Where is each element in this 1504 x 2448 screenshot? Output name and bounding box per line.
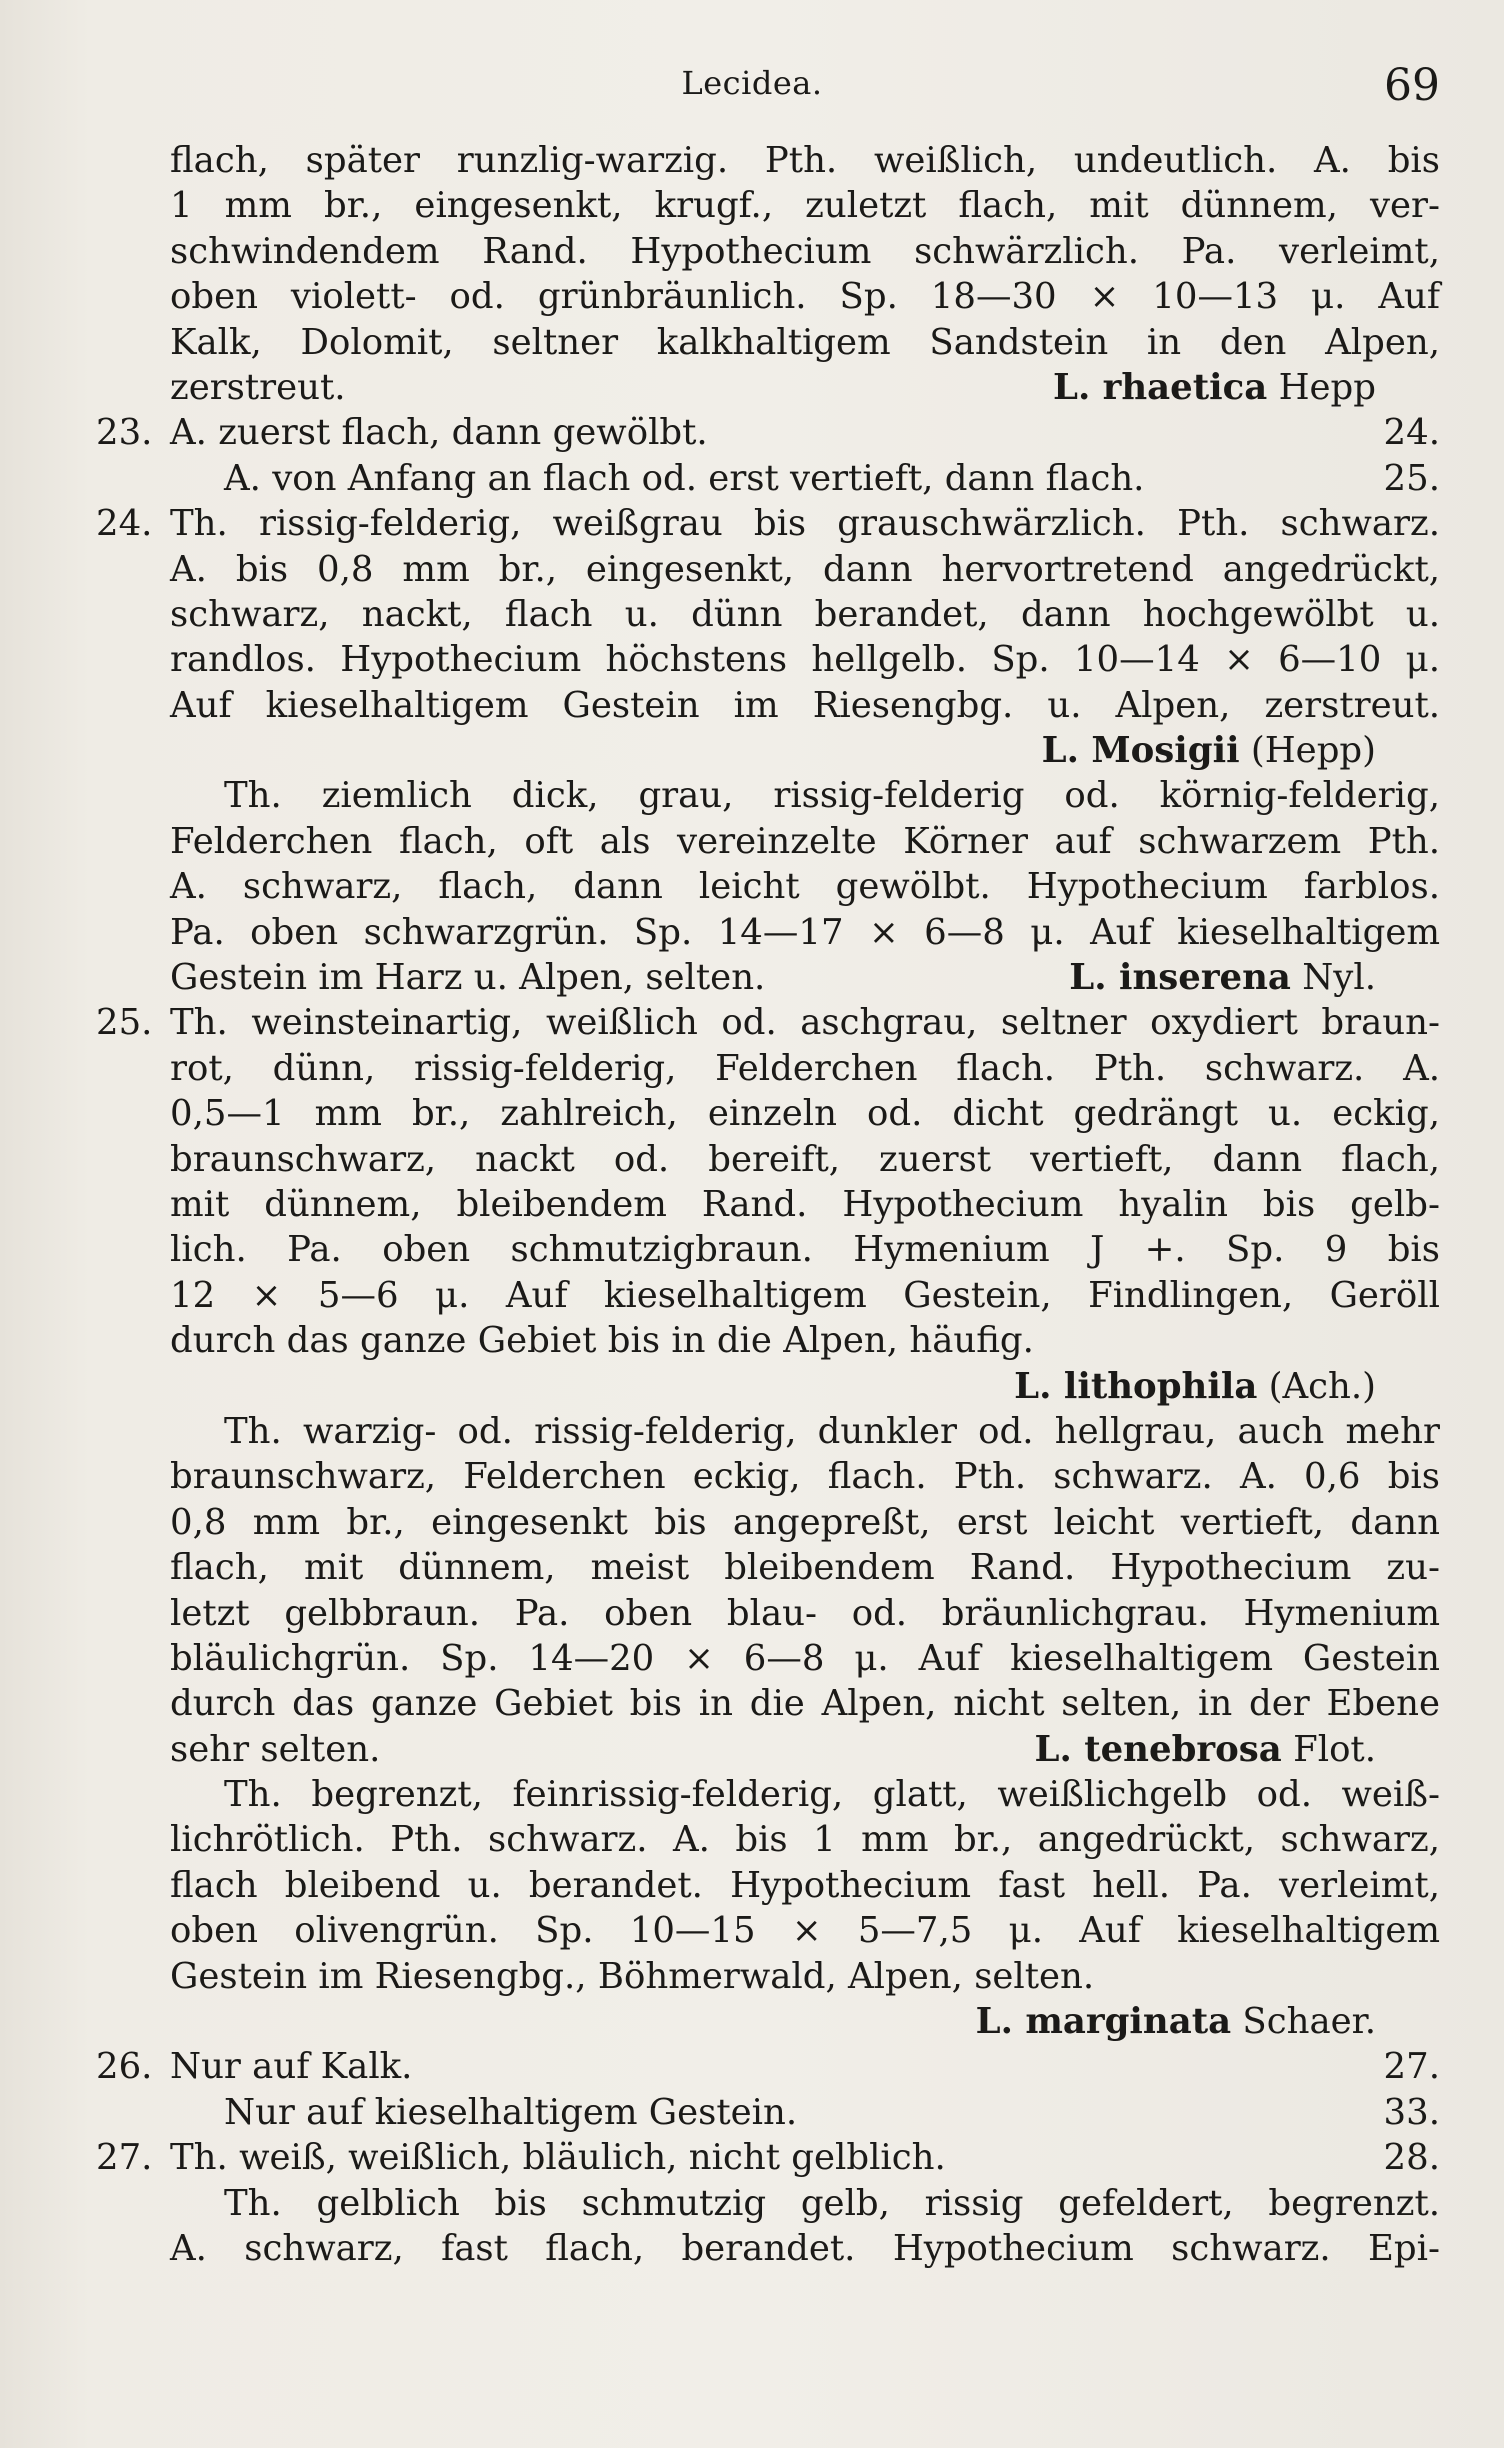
text-line (96, 1954, 1446, 1999)
line-text: A. schwarz, flach, dann leicht gewölbt. Hypothecium farblos. (170, 866, 1440, 908)
text-line (96, 1454, 1446, 1499)
line-text: zerstreut. (170, 366, 346, 408)
line-text: A. schwarz, fast flach, berandet. Hypothecium schwarz. Epi- (170, 2227, 1440, 2269)
line-text: Gestein im Riesengbg., Böhmerwald, Alpen, selten. (170, 1955, 1095, 1997)
text-line (96, 1273, 1446, 1318)
text-line (96, 1500, 1446, 1545)
text-line (96, 683, 1446, 728)
text-line (96, 819, 1446, 864)
line-text: rot, dünn, rissig-felderig, Felderchen flach. Pth. schwarz. A. (170, 1047, 1440, 1089)
line-text: 0,5—1 mm br., zahlreich, einzeln od. dicht gedrängt u. eckig, (170, 1093, 1440, 1135)
line-text: randlos. Hypothecium höchstens hellgelb. Sp. 10—14 × 6—10 μ. (170, 639, 1440, 681)
text-line (96, 1681, 1446, 1726)
line-text: bläulichgrün. Sp. 14—20 × 6—8 μ. Auf kieselhaltigem Gestein (170, 1637, 1440, 1679)
key-couplet-line (96, 501, 1446, 546)
text-line (96, 1591, 1446, 1636)
line-text: mit dünnem, bleibendem Rand. Hypothecium hyalin bis gelb- (170, 1183, 1440, 1225)
key-couplet-line (96, 456, 1446, 501)
line-text: Th. ziemlich dick, grau, rissig-felderig od. körnig-felderig, (224, 775, 1440, 817)
line-text: A. bis 0,8 mm br., eingesenkt, dann hervortretend angedrückt, (170, 548, 1440, 590)
text-line (96, 1636, 1446, 1681)
line-text: Th. gelblich bis schmutzig gelb, rissig gefeldert, begrenzt. (224, 2182, 1440, 2224)
text-line (96, 1137, 1446, 1182)
text-line (96, 864, 1446, 909)
key-couplet-line (96, 2135, 1446, 2180)
species-name (1042, 728, 1376, 773)
line-text: 0,8 mm br., eingesenkt bis angepreßt, erst leicht vertieft, dann (170, 1501, 1440, 1543)
species-name (1053, 365, 1376, 410)
species-author: (Ach.) (1268, 1365, 1376, 1407)
key-couplet-line (96, 1000, 1446, 1045)
line-text: Gestein im Harz u. Alpen, selten. (170, 957, 766, 999)
line-text: lichrötlich. Pth. schwarz. A. bis 1 mm br., angedrückt, schwarz, (170, 1819, 1440, 1861)
text-line (96, 1908, 1446, 1953)
species-binomial: L. Mosigii (1041, 730, 1240, 772)
line-text: Th. weiß, weißlich, bläulich, nicht gelblich. (170, 2137, 946, 2179)
lead-reference: 27. (1383, 2046, 1440, 2088)
species-author: Nyl. (1302, 957, 1376, 999)
line-text: letzt gelbbraun. Pa. oben blau- od. bräunlichgrau. Hymenium (170, 1592, 1440, 1634)
species-author: (Hepp) (1250, 730, 1376, 772)
line-text: Pa. oben schwarzgrün. Sp. 14—17 × 6—8 μ. Auf kieselhaltigem (170, 911, 1440, 953)
running-head (0, 60, 1504, 120)
text-line (96, 1545, 1446, 1590)
couplet-number: 25. (96, 1002, 153, 1044)
text-line (96, 1091, 1446, 1136)
species-name (1014, 1364, 1376, 1409)
couplet-number: 23. (96, 412, 153, 454)
line-text: flach bleibend u. berandet. Hypothecium fast hell. Pa. verleimt, (170, 1864, 1440, 1906)
species-binomial: L. rhaetica (1052, 366, 1268, 408)
text-line (96, 773, 1446, 818)
page-number: 69 (1384, 60, 1440, 111)
text-line (96, 1772, 1446, 1817)
running-title: Lecidea. (681, 64, 823, 102)
text-line (96, 2226, 1446, 2271)
line-text: schwarz, nackt, flach u. dünn berandet, dann hochgewölbt u. (170, 593, 1440, 635)
line-text: 12 × 5—6 μ. Auf kieselhaltigem Gestein, Findlingen, Geröll (170, 1274, 1440, 1316)
line-text: Felderchen flach, oft als vereinzelte Körner auf schwarzem Pth. (170, 820, 1440, 862)
species-binomial: L. lithophila (1014, 1365, 1258, 1407)
key-text-body (96, 138, 1446, 2271)
species-author: Hepp (1278, 366, 1376, 408)
line-text: braunschwarz, nackt od. bereift, zuerst vertieft, dann flach, (170, 1138, 1440, 1180)
lead-reference: 24. (1383, 412, 1440, 454)
text-line (96, 1409, 1446, 1454)
line-text: Nur auf kieselhaltigem Gestein. (224, 2091, 798, 2133)
line-text: Th. rissig-felderig, weißgrau bis grauschwärzlich. Pth. schwarz. (170, 503, 1440, 545)
text-line (96, 1999, 1446, 2044)
couplet-number: 24. (96, 503, 153, 545)
text-line (96, 547, 1446, 592)
line-text: braunschwarz, Felderchen eckig, flach. Pth. schwarz. A. 0,6 bis (170, 1456, 1440, 1498)
couplet-number: 27. (96, 2137, 153, 2179)
text-line (96, 183, 1446, 228)
text-line (96, 1046, 1446, 1091)
line-text: sehr selten. (170, 1728, 381, 1770)
text-line (96, 1227, 1446, 1272)
species-name (1069, 955, 1376, 1000)
line-text: durch das ganze Gebiet bis in die Alpen, nicht selten, in der Ebene (170, 1683, 1440, 1725)
text-line (96, 592, 1446, 637)
species-name (1035, 1727, 1376, 1772)
line-text: 1 mm br., eingesenkt, krugf., zuletzt flach, mit dünnem, ver- (170, 185, 1440, 227)
line-text: oben violett- od. grünbräunlich. Sp. 18—30 × 10—13 μ. Auf (170, 276, 1440, 318)
lead-reference: 25. (1383, 457, 1440, 499)
text-line (96, 1817, 1446, 1862)
species-binomial: L. tenebrosa (1034, 1728, 1282, 1770)
key-couplet-line (96, 2044, 1446, 2089)
text-line (96, 637, 1446, 682)
species-binomial: L. inserena (1069, 957, 1291, 999)
text-line (96, 320, 1446, 365)
text-line (96, 1364, 1446, 1409)
text-line (96, 274, 1446, 319)
line-text: lich. Pa. oben schmutzigbraun. Hymenium J +. Sp. 9 bis (170, 1229, 1440, 1271)
text-line (96, 365, 1446, 410)
text-line (96, 138, 1446, 183)
line-text: Th. begrenzt, feinrissig-felderig, glatt, weißlichgelb od. weiß- (224, 1774, 1440, 1816)
line-text: durch das ganze Gebiet bis in die Alpen, häufig. (170, 1320, 1034, 1362)
text-line (96, 955, 1446, 1000)
couplet-number: 26. (96, 2046, 153, 2088)
species-author: Flot. (1293, 1728, 1376, 1770)
species-binomial: L. marginata (975, 2001, 1232, 2043)
line-text: flach, später runzlig-warzig. Pth. weißlich, undeutlich. A. bis (170, 140, 1440, 181)
line-text: oben olivengrün. Sp. 10—15 × 5—7,5 μ. Auf kieselhaltigem (170, 1910, 1440, 1952)
text-line (96, 1727, 1446, 1772)
lead-reference: 28. (1383, 2137, 1440, 2179)
lead-reference: 33. (1383, 2091, 1440, 2133)
text-line (96, 2181, 1446, 2226)
line-text: Nur auf Kalk. (170, 2046, 413, 2088)
species-name (976, 1999, 1376, 2044)
line-text: Kalk, Dolomit, seltner kalkhaltigem Sandstein in den Alpen, (170, 321, 1440, 363)
line-text: flach, mit dünnem, meist bleibendem Rand. Hypothecium zu- (170, 1547, 1440, 1589)
line-text: A. zuerst flach, dann gewölbt. (170, 412, 708, 454)
text-line (96, 229, 1446, 274)
species-author: Schaer. (1242, 2001, 1376, 2043)
text-line (96, 1182, 1446, 1227)
key-couplet-line (96, 2090, 1446, 2135)
text-line (96, 910, 1446, 955)
line-text: schwindendem Rand. Hypothecium schwärzlich. Pa. verleimt, (170, 230, 1440, 272)
text-line (96, 1863, 1446, 1908)
key-couplet-line (96, 410, 1446, 455)
line-text: A. von Anfang an flach od. erst vertieft, dann flach. (224, 457, 1145, 499)
text-line (96, 728, 1446, 773)
line-text: Th. warzig- od. rissig-felderig, dunkler od. hellgrau, auch mehr (224, 1410, 1440, 1452)
line-text: Auf kieselhaltigem Gestein im Riesengbg. u. Alpen, zerstreut. (170, 684, 1440, 726)
line-text: Th. weinsteinartig, weißlich od. aschgrau, seltner oxydiert braun- (170, 1002, 1440, 1044)
text-line (96, 1318, 1446, 1363)
